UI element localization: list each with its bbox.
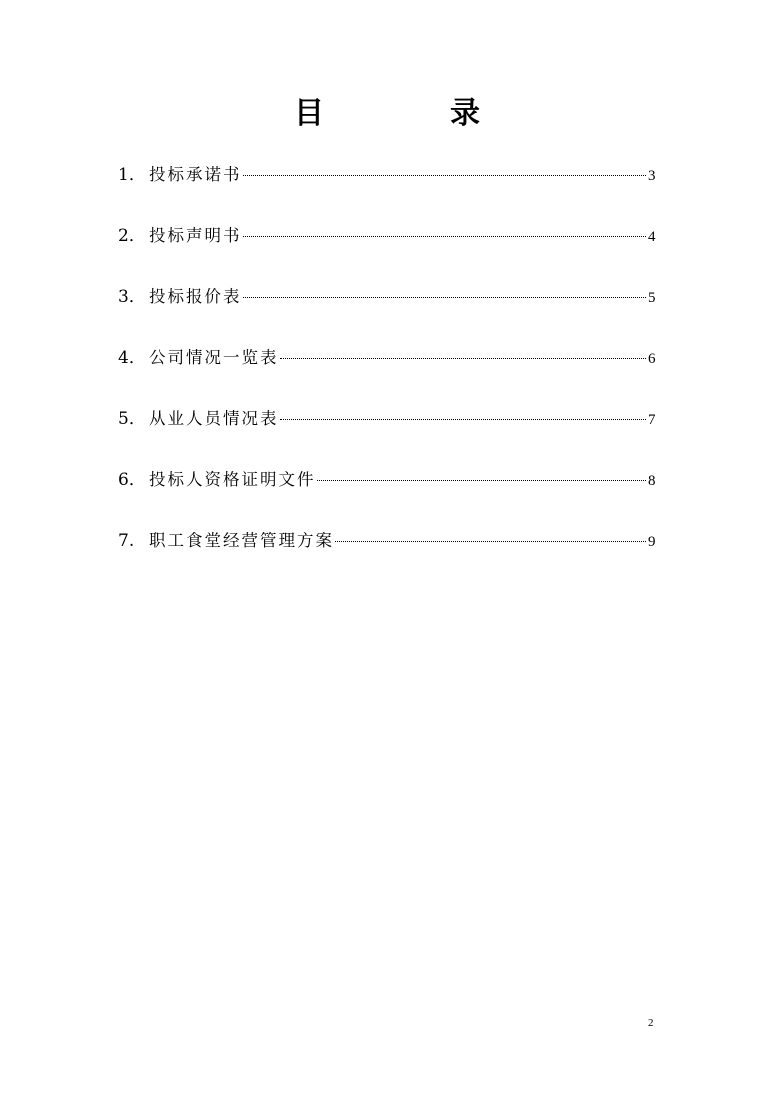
toc-dot-leader — [317, 479, 647, 481]
toc-entry-number: 3． — [118, 287, 146, 307]
toc-entry[interactable] — [118, 282, 658, 343]
toc-entry-number: 5． — [118, 409, 146, 429]
toc-entry[interactable] — [118, 465, 658, 526]
toc-dot-leader — [280, 418, 647, 420]
toc-entry-page: 4 — [648, 229, 656, 245]
toc-dot-leader — [335, 540, 646, 542]
toc-entry-label: 投标承诺书 — [149, 165, 242, 184]
toc-entry-label: 从业人员情况表 — [149, 409, 279, 428]
toc-entry[interactable] — [118, 221, 658, 282]
toc-entry-number: 2． — [118, 226, 146, 246]
toc-entry-page: 6 — [648, 351, 656, 367]
toc-entry-number: 7. — [118, 531, 135, 551]
toc-title: 目 录 — [294, 96, 528, 131]
toc-entry-page: 9 — [648, 534, 656, 550]
toc-dot-leader — [243, 296, 647, 298]
toc-entry-page: 8 — [648, 473, 656, 489]
toc-entry-number: 6． — [118, 470, 146, 490]
toc-list — [118, 160, 658, 587]
toc-entry[interactable] — [118, 526, 658, 587]
toc-dot-leader — [243, 235, 647, 237]
toc-entry-number: 1． — [118, 165, 146, 185]
toc-entry[interactable] — [118, 404, 658, 465]
toc-entry-page: 7 — [648, 412, 656, 428]
toc-dot-leader — [243, 174, 647, 176]
page-number: 2 — [648, 1017, 654, 1029]
toc-entry-label: 公司情况一览表 — [149, 348, 279, 367]
toc-entry-label: 投标声明书 — [149, 226, 242, 245]
toc-entry[interactable] — [118, 343, 658, 404]
toc-entry-page: 3 — [648, 168, 656, 184]
toc-entry-page: 5 — [648, 290, 656, 306]
toc-entry-label: 职工食堂经营管理方案 — [149, 531, 334, 550]
toc-entry-label: 投标报价表 — [149, 287, 242, 306]
toc-entry-label: 投标人资格证明文件 — [149, 470, 316, 489]
toc-entry-number: 4． — [118, 348, 146, 368]
toc-dot-leader — [280, 357, 647, 359]
toc-entry[interactable] — [118, 160, 658, 221]
